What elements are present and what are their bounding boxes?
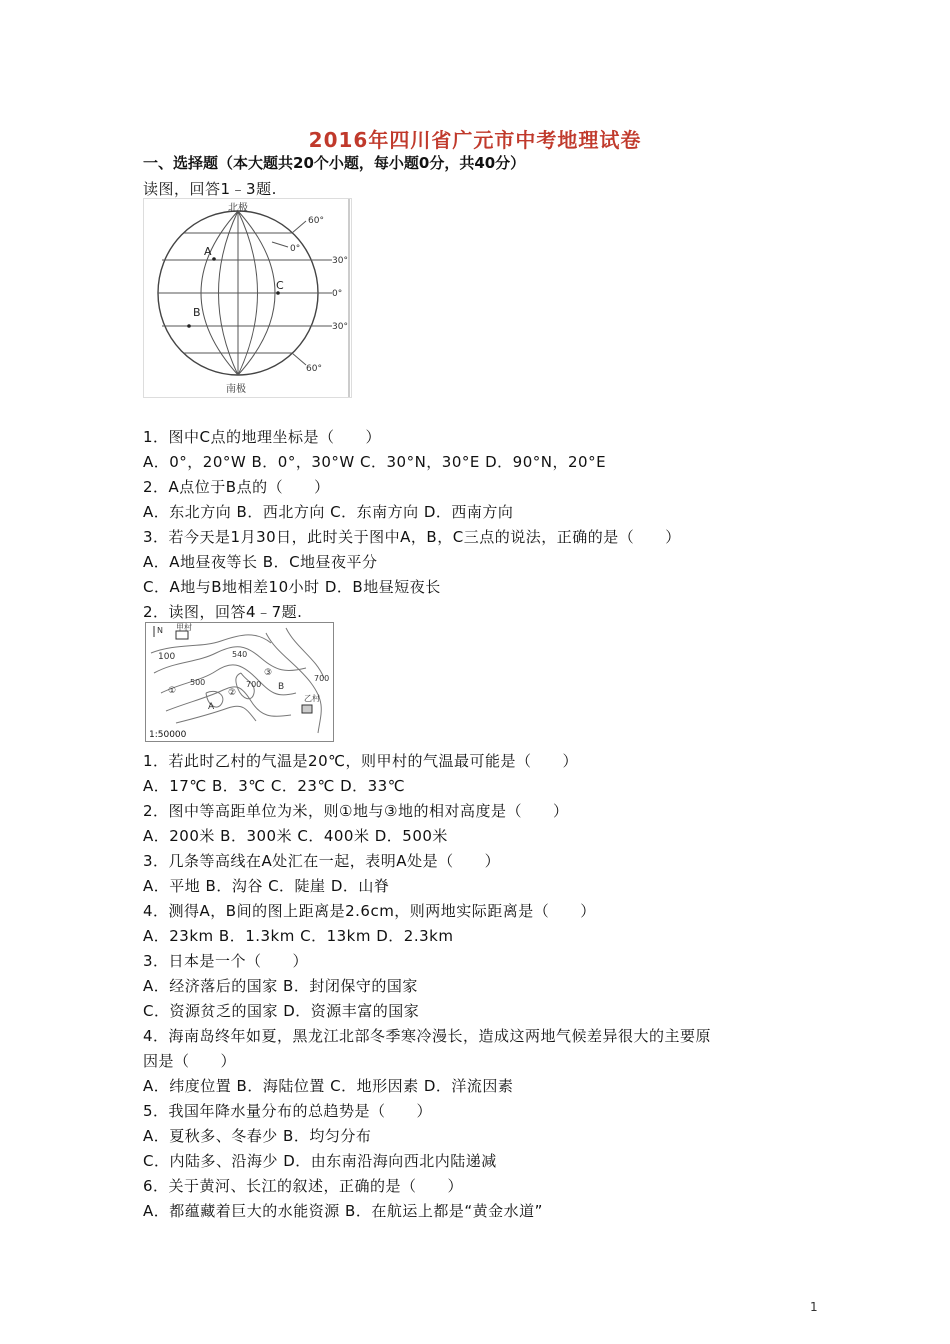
- q7-text: 4．测得A，B间的图上距离是2.6cm，则两地实际距离是（ ）: [143, 902, 596, 920]
- point-c-label: C: [276, 279, 284, 292]
- globe-figure: [143, 198, 352, 398]
- point-a-marker: [212, 257, 216, 261]
- village-jia-marker: [176, 631, 188, 639]
- lon-0-label: 0°: [290, 244, 301, 254]
- q9-text-2: 因是（ ）: [143, 1052, 237, 1070]
- point-b-label-map: B: [278, 682, 285, 692]
- q8-text: 3．日本是一个（ ）: [143, 952, 309, 970]
- page-number: 1: [810, 1300, 818, 1314]
- q8-options-2: C．资源贫乏的国家 D．资源丰富的国家: [143, 1002, 420, 1020]
- intro-text-2: 2．读图，回答4﹣7题.: [143, 603, 303, 621]
- q9-text-1: 4．海南岛终年如夏，黑龙江北部冬季寒冷漫长，造成这两地气候差异很大的主要原: [143, 1027, 712, 1045]
- contour-500-label: 500: [190, 678, 206, 687]
- lat-60s-label: 60°: [306, 364, 322, 374]
- village-jia-label: 甲村: [176, 623, 192, 632]
- q6-text: 3．几条等高线在A处汇在一起，表明A处是（ ）: [143, 852, 501, 870]
- lat-60n-label: 60°: [308, 216, 324, 226]
- q3-options-2: C．A地与B地相差10小时 D．B地昼短夜长: [143, 578, 441, 596]
- contour-700-label-a: 700: [246, 680, 262, 689]
- lat-30s-label: 30°: [332, 322, 348, 332]
- intro-text: 读图，回答1﹣3题.: [143, 180, 277, 198]
- section-heading: 一、选择题（本大题共20个小题，每小题0分，共40分）: [143, 154, 526, 172]
- q9-options: A．纬度位置 B．海陆位置 C．地形因素 D．洋流因素: [143, 1077, 514, 1095]
- q11-text: 6．关于黄河、长江的叙述，正确的是（ ）: [143, 1177, 464, 1195]
- contour-540-label: 540: [232, 650, 248, 659]
- village-yi-label: 乙村: [304, 694, 320, 703]
- q1-text: 1．图中C点的地理坐标是（ ）: [143, 428, 382, 446]
- q10-options-2: C．内陆多、沿海少 D．由东南沿海向西北内陆递减: [143, 1152, 497, 1170]
- q5-options: A．200米 B．300米 C．400米 D．500米: [143, 827, 448, 845]
- q10-text: 5．我国年降水量分布的总趋势是（ ）: [143, 1102, 433, 1120]
- q5-text: 2．图中等高距单位为米，则①地与③地的相对高度是（ ）: [143, 802, 569, 820]
- point-b-marker: [187, 324, 191, 328]
- q3-text: 3．若今天是1月30日，此时关于图中A，B，C三点的说法，正确的是（ ）: [143, 528, 681, 546]
- point-a-label-map: A: [208, 702, 215, 712]
- contour-map-figure: [145, 622, 334, 742]
- q10-options-1: A．夏秋多、冬春少 B．均匀分布: [143, 1127, 372, 1145]
- map-scale: 1:50000: [149, 730, 187, 740]
- q7-options: A．23km B．1.3km C．13km D．2.3km: [143, 927, 454, 945]
- north-label: N: [157, 626, 163, 635]
- q6-options: A．平地 B．沟谷 C．陡崖 D．山脊: [143, 877, 390, 895]
- contour-700-label-b: 700: [314, 674, 330, 683]
- q2-options: A．东北方向 B．西北方向 C．东南方向 D．西南方向: [143, 503, 514, 521]
- marker-1-label: ①: [168, 686, 177, 696]
- south-pole-label: 南极: [226, 384, 246, 395]
- page-title: 2016年四川省广元市中考地理试卷: [308, 128, 642, 152]
- contour-100-label: 100: [158, 652, 176, 662]
- q2-text: 2．A点位于B点的（ ）: [143, 478, 330, 496]
- lat-30n-label: 30°: [332, 256, 348, 266]
- q11-options: A．都蕴藏着巨大的水能资源 B．在航运上都是“黄金水道”: [143, 1202, 543, 1220]
- village-yi-marker: [302, 705, 312, 713]
- point-b-label: B: [193, 306, 201, 319]
- q3-options-1: A．A地昼夜等长 B．C地昼夜平分: [143, 553, 378, 571]
- point-a-label: A: [204, 245, 212, 258]
- q1-options: A．0°，20°W B．0°，30°W C．30°N，30°E D．90°N，20°E: [143, 453, 607, 471]
- north-pole-label: 北极: [228, 203, 248, 214]
- equator-label: 0°: [332, 289, 343, 299]
- marker-2-label: ②: [228, 688, 237, 698]
- q4-text: 1．若此时乙村的气温是20℃，则甲村的气温最可能是（ ）: [143, 752, 578, 770]
- q4-options: A．17℃ B．3℃ C．23℃ D．33℃: [143, 777, 406, 795]
- marker-3-label: ③: [264, 668, 273, 678]
- q8-options-1: A．经济落后的国家 B．封闭保守的国家: [143, 977, 418, 995]
